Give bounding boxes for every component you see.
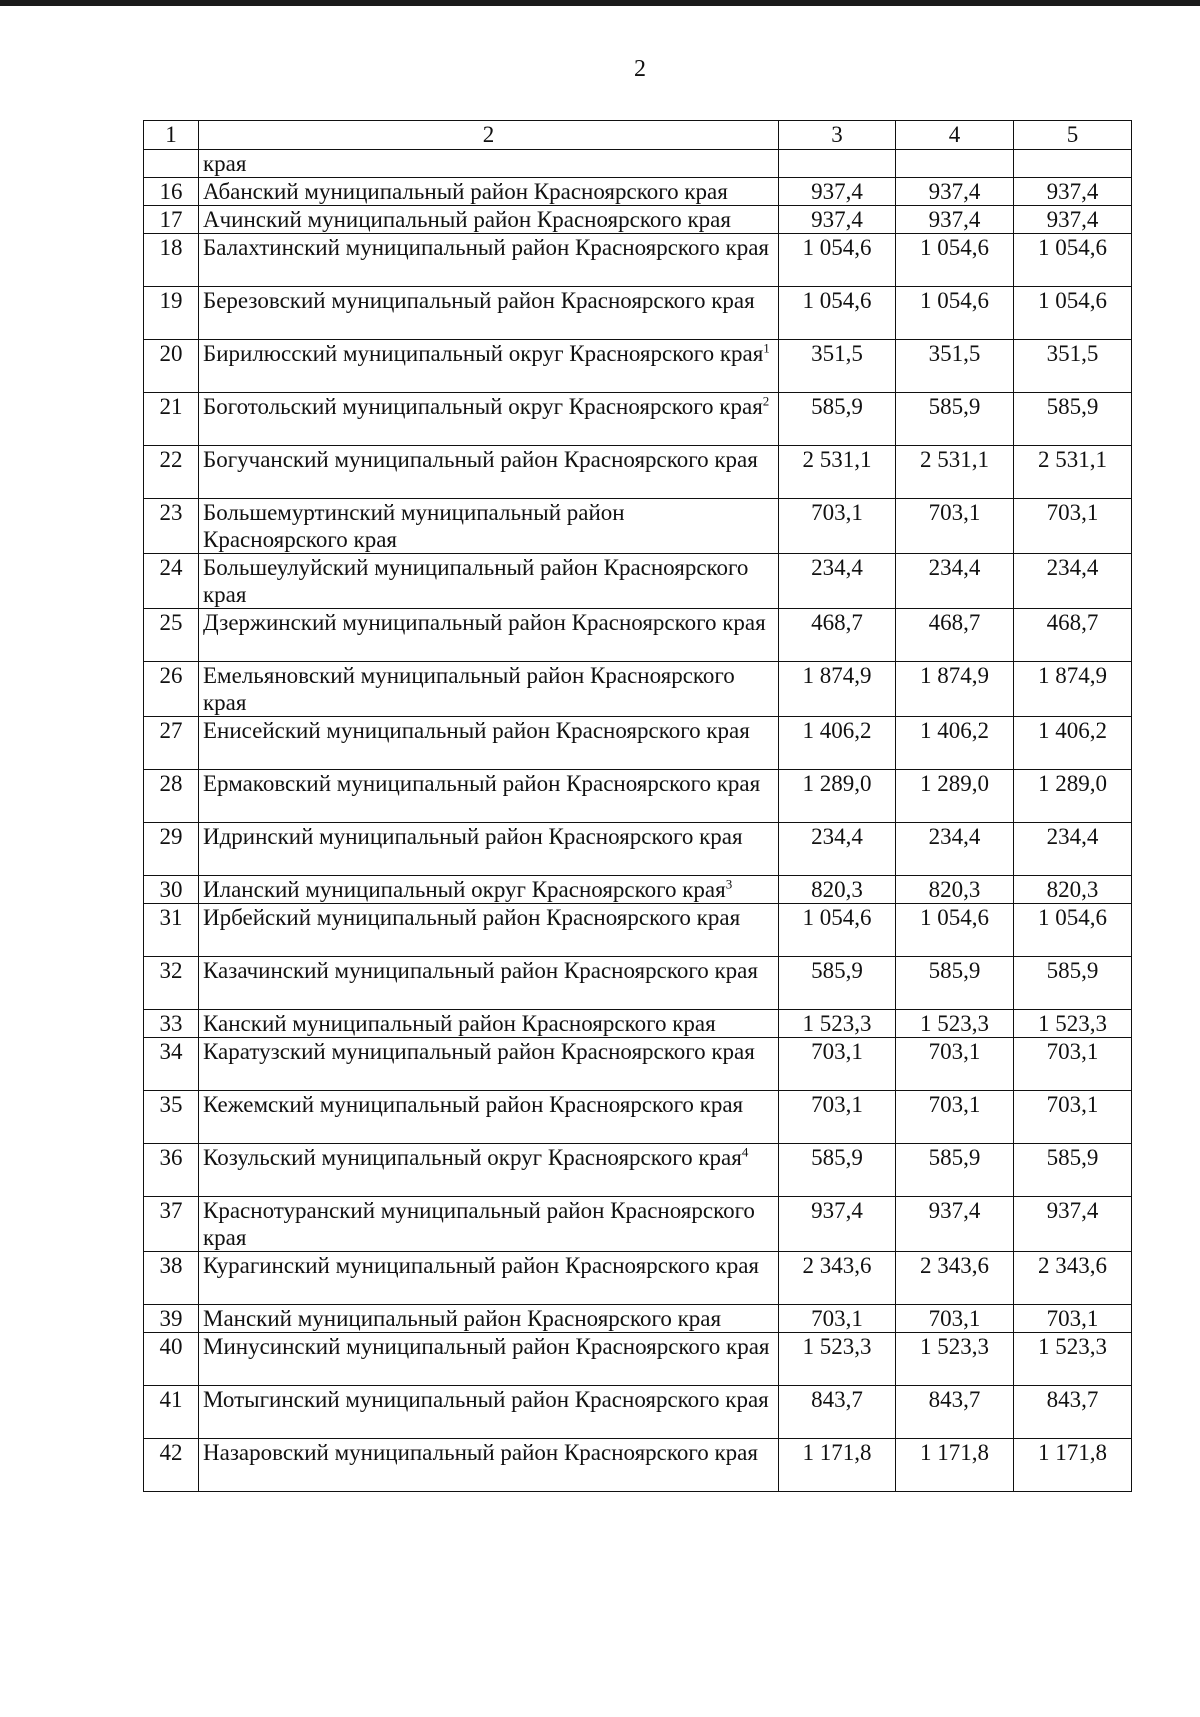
value-col-5: 703,1 — [1014, 499, 1132, 554]
value-col-3: 1 406,2 — [779, 717, 896, 770]
table-row — [144, 287, 1132, 340]
value-col-4 — [896, 150, 1014, 178]
municipality-name-cell — [199, 150, 779, 178]
value-col-3: 843,7 — [779, 1386, 896, 1439]
value-col-5: 234,4 — [1014, 823, 1132, 876]
row-number: 34 — [144, 1038, 199, 1091]
table-row — [144, 150, 1132, 178]
value-col-3: 937,4 — [779, 206, 896, 234]
table-row — [144, 178, 1132, 206]
value-col-3: 234,4 — [779, 554, 896, 609]
municipality-name-cell — [199, 1010, 779, 1038]
value-col-4: 937,4 — [896, 206, 1014, 234]
value-col-4: 1 054,6 — [896, 287, 1014, 340]
value-col-5: 1 054,6 — [1014, 904, 1132, 957]
table-row — [144, 1333, 1132, 1386]
table-row — [144, 1386, 1132, 1439]
row-number: 32 — [144, 957, 199, 1010]
table-row — [144, 234, 1132, 287]
municipality-name-cell — [199, 393, 779, 446]
footnote-mark: 1 — [763, 340, 770, 356]
municipality-name-cell — [199, 1386, 779, 1439]
municipality-name: Кежемский муниципальный район Красноярского края — [203, 1092, 744, 1117]
value-col-5: 351,5 — [1014, 340, 1132, 393]
table-row — [144, 957, 1132, 1010]
municipality-name-cell — [199, 904, 779, 957]
municipality-name: Курагинский муниципальный район Красноярского края — [203, 1253, 759, 1278]
municipality-name: края — [203, 151, 247, 176]
municipality-name: Идринский муниципальный район Красноярского края — [203, 824, 743, 849]
municipality-name-cell — [199, 234, 779, 287]
municipality-name: Емельяновский муниципальный район Красноярского края — [203, 663, 735, 715]
value-col-5: 1 054,6 — [1014, 234, 1132, 287]
value-col-5: 1 054,6 — [1014, 287, 1132, 340]
value-col-3: 703,1 — [779, 1038, 896, 1091]
municipality-name: Енисейский муниципальный район Красноярского края — [203, 718, 750, 743]
table-row — [144, 393, 1132, 446]
table-row — [144, 1144, 1132, 1197]
value-col-3: 1 054,6 — [779, 904, 896, 957]
municipality-name-cell — [199, 1144, 779, 1197]
municipality-name: Абанский муниципальный район Красноярского края — [203, 179, 728, 204]
value-col-3: 703,1 — [779, 499, 896, 554]
value-col-4: 1 874,9 — [896, 662, 1014, 717]
municipality-name-cell — [199, 1091, 779, 1144]
row-number: 27 — [144, 717, 199, 770]
value-col-5: 2 343,6 — [1014, 1252, 1132, 1305]
value-col-4: 468,7 — [896, 609, 1014, 662]
footnote-mark: 4 — [741, 1144, 749, 1160]
row-number: 31 — [144, 904, 199, 957]
value-col-5: 937,4 — [1014, 178, 1132, 206]
row-number: 22 — [144, 446, 199, 499]
value-col-4: 1 523,3 — [896, 1333, 1014, 1386]
value-col-3: 703,1 — [779, 1091, 896, 1144]
value-col-4: 585,9 — [896, 957, 1014, 1010]
value-col-5: 468,7 — [1014, 609, 1132, 662]
municipality-name-cell — [199, 1305, 779, 1333]
municipality-name-cell — [199, 446, 779, 499]
header-cell-2: 2 — [199, 121, 779, 150]
row-number: 16 — [144, 178, 199, 206]
header-cell-3: 3 — [779, 121, 896, 150]
value-col-4: 234,4 — [896, 823, 1014, 876]
header-cell-4: 4 — [896, 121, 1014, 150]
value-col-3: 234,4 — [779, 823, 896, 876]
municipality-name: Назаровский муниципальный район Красноярского края — [203, 1440, 758, 1465]
table-row — [144, 554, 1132, 609]
municipality-name-cell — [199, 662, 779, 717]
municipality-name: Ирбейский муниципальный район Красноярского края — [203, 905, 741, 930]
value-col-3: 820,3 — [779, 876, 896, 904]
municipality-name: Богучанский муниципальный район Красноярского края — [203, 447, 758, 472]
table-row — [144, 1252, 1132, 1305]
municipality-name-cell — [199, 206, 779, 234]
table-row — [144, 446, 1132, 499]
value-col-5: 585,9 — [1014, 1144, 1132, 1197]
municipality-name: Балахтинский муниципальный район Красноярского края — [203, 235, 770, 260]
table-row — [144, 876, 1132, 904]
value-col-5: 585,9 — [1014, 393, 1132, 446]
row-number — [144, 150, 199, 178]
row-number: 26 — [144, 662, 199, 717]
row-number: 42 — [144, 1439, 199, 1492]
table-row — [144, 499, 1132, 554]
value-col-4: 1 054,6 — [896, 234, 1014, 287]
table-row — [144, 1197, 1132, 1252]
municipality-name-cell — [199, 554, 779, 609]
value-col-4: 843,7 — [896, 1386, 1014, 1439]
value-col-3: 2 343,6 — [779, 1252, 896, 1305]
value-col-5: 937,4 — [1014, 1197, 1132, 1252]
value-col-4: 1 523,3 — [896, 1010, 1014, 1038]
value-col-3: 585,9 — [779, 957, 896, 1010]
value-col-4: 1 054,6 — [896, 904, 1014, 957]
value-col-3: 585,9 — [779, 393, 896, 446]
municipality-name: Минусинский муниципальный район Красноярского края — [203, 1334, 770, 1359]
value-col-5: 1 406,2 — [1014, 717, 1132, 770]
value-col-4: 585,9 — [896, 1144, 1014, 1197]
municipality-name-cell — [199, 178, 779, 206]
value-col-4: 703,1 — [896, 499, 1014, 554]
table-row — [144, 1439, 1132, 1492]
table-row — [144, 904, 1132, 957]
value-col-5: 843,7 — [1014, 1386, 1132, 1439]
value-col-5: 820,3 — [1014, 876, 1132, 904]
row-number: 19 — [144, 287, 199, 340]
municipality-name-cell — [199, 1038, 779, 1091]
municipality-name-cell — [199, 1252, 779, 1305]
municipality-name: Краснотуранский муниципальный район Красноярского края — [203, 1198, 755, 1250]
value-col-4: 2 531,1 — [896, 446, 1014, 499]
table-row — [144, 206, 1132, 234]
value-col-3: 703,1 — [779, 1305, 896, 1333]
value-col-5: 1 171,8 — [1014, 1439, 1132, 1492]
table-row — [144, 662, 1132, 717]
row-number: 21 — [144, 393, 199, 446]
municipality-name-cell — [199, 1333, 779, 1386]
municipality-name: Манский муниципальный район Красноярского края — [203, 1306, 722, 1331]
value-col-3: 1 171,8 — [779, 1439, 896, 1492]
value-col-4: 937,4 — [896, 178, 1014, 206]
municipality-name: Большеулуйский муниципальный район Красноярского края — [203, 555, 749, 607]
row-number: 24 — [144, 554, 199, 609]
municipality-name: Ачинский муниципальный район Красноярского края — [203, 207, 731, 232]
value-col-4: 234,4 — [896, 554, 1014, 609]
row-number: 36 — [144, 1144, 199, 1197]
municipality-name-cell — [199, 770, 779, 823]
value-col-3: 1 054,6 — [779, 287, 896, 340]
value-col-5: 2 531,1 — [1014, 446, 1132, 499]
value-col-4: 585,9 — [896, 393, 1014, 446]
municipality-name: Мотыгинский муниципальный район Красноярского края — [203, 1387, 769, 1412]
footnote-mark: 3 — [725, 876, 733, 892]
value-col-3: 1 874,9 — [779, 662, 896, 717]
row-number: 23 — [144, 499, 199, 554]
municipality-name-cell — [199, 957, 779, 1010]
row-number: 28 — [144, 770, 199, 823]
value-col-5: 703,1 — [1014, 1038, 1132, 1091]
value-col-3: 1 523,3 — [779, 1333, 896, 1386]
table-row — [144, 340, 1132, 393]
row-number: 38 — [144, 1252, 199, 1305]
value-col-5: 1 523,3 — [1014, 1010, 1132, 1038]
header-row — [144, 121, 1132, 150]
municipality-name: Боготольский муниципальный округ Красноярского края — [203, 394, 763, 419]
row-number: 29 — [144, 823, 199, 876]
table-row — [144, 823, 1132, 876]
municipality-name-cell — [199, 717, 779, 770]
value-col-3: 1 054,6 — [779, 234, 896, 287]
allocation-table — [143, 120, 1132, 1492]
value-col-3: 937,4 — [779, 1197, 896, 1252]
value-col-5: 1 289,0 — [1014, 770, 1132, 823]
municipality-name: Ермаковский муниципальный район Красноярского края — [203, 771, 761, 796]
row-number: 18 — [144, 234, 199, 287]
municipality-name-cell — [199, 340, 779, 393]
value-col-4: 1 289,0 — [896, 770, 1014, 823]
row-number: 39 — [144, 1305, 199, 1333]
row-number: 30 — [144, 876, 199, 904]
table-row — [144, 1038, 1132, 1091]
value-col-4: 351,5 — [896, 340, 1014, 393]
value-col-5: 1 523,3 — [1014, 1333, 1132, 1386]
value-col-4: 703,1 — [896, 1305, 1014, 1333]
row-number: 35 — [144, 1091, 199, 1144]
municipality-name-cell — [199, 1197, 779, 1252]
value-col-3: 351,5 — [779, 340, 896, 393]
municipality-name: Иланский муниципальный округ Красноярского края — [203, 877, 726, 902]
footnote-mark: 2 — [762, 393, 770, 409]
table-row — [144, 1091, 1132, 1144]
row-number: 17 — [144, 206, 199, 234]
row-number: 33 — [144, 1010, 199, 1038]
value-col-4: 820,3 — [896, 876, 1014, 904]
municipality-name-cell — [199, 287, 779, 340]
row-number: 20 — [144, 340, 199, 393]
row-number: 25 — [144, 609, 199, 662]
municipality-name: Каратузский муниципальный район Красноярского края — [203, 1039, 755, 1064]
municipality-name: Казачинский муниципальный район Красноярского края — [203, 958, 758, 983]
table-row — [144, 717, 1132, 770]
municipality-name: Березовский муниципальный район Красноярского края — [203, 288, 755, 313]
municipality-name: Дзержинский муниципальный район Красноярского края — [203, 610, 766, 635]
table-row — [144, 1305, 1132, 1333]
page-number: 2 — [634, 56, 646, 82]
value-col-5 — [1014, 150, 1132, 178]
value-col-5: 703,1 — [1014, 1091, 1132, 1144]
value-col-5: 585,9 — [1014, 957, 1132, 1010]
value-col-5: 234,4 — [1014, 554, 1132, 609]
municipality-name: Канский муниципальный район Красноярского края — [203, 1011, 716, 1036]
value-col-4: 2 343,6 — [896, 1252, 1014, 1305]
value-col-3: 1 523,3 — [779, 1010, 896, 1038]
value-col-3: 2 531,1 — [779, 446, 896, 499]
row-number: 37 — [144, 1197, 199, 1252]
value-col-4: 1 406,2 — [896, 717, 1014, 770]
municipality-name: Козульский муниципальный округ Красноярского края — [203, 1145, 742, 1170]
value-col-5: 1 874,9 — [1014, 662, 1132, 717]
header-cell-1: 1 — [144, 121, 199, 150]
table-row — [144, 609, 1132, 662]
value-col-3: 468,7 — [779, 609, 896, 662]
value-col-3: 1 289,0 — [779, 770, 896, 823]
value-col-4: 937,4 — [896, 1197, 1014, 1252]
value-col-3 — [779, 150, 896, 178]
municipality-name-cell — [199, 876, 779, 904]
value-col-3: 937,4 — [779, 178, 896, 206]
header-cell-5: 5 — [1014, 121, 1132, 150]
value-col-4: 1 171,8 — [896, 1439, 1014, 1492]
municipality-name: Бирилюсский муниципальный округ Красноярского края — [203, 341, 764, 366]
row-number: 40 — [144, 1333, 199, 1386]
row-number: 41 — [144, 1386, 199, 1439]
value-col-5: 703,1 — [1014, 1305, 1132, 1333]
value-col-4: 703,1 — [896, 1038, 1014, 1091]
table-row — [144, 770, 1132, 823]
table-row — [144, 1010, 1132, 1038]
municipality-name-cell — [199, 1439, 779, 1492]
municipality-name-cell — [199, 499, 779, 554]
value-col-4: 703,1 — [896, 1091, 1014, 1144]
value-col-3: 585,9 — [779, 1144, 896, 1197]
value-col-5: 937,4 — [1014, 206, 1132, 234]
municipality-name: Большемуртинский муниципальный район Красноярского края — [203, 500, 625, 552]
municipality-name-cell — [199, 823, 779, 876]
municipality-name-cell — [199, 609, 779, 662]
scan-top-border — [0, 0, 1200, 6]
